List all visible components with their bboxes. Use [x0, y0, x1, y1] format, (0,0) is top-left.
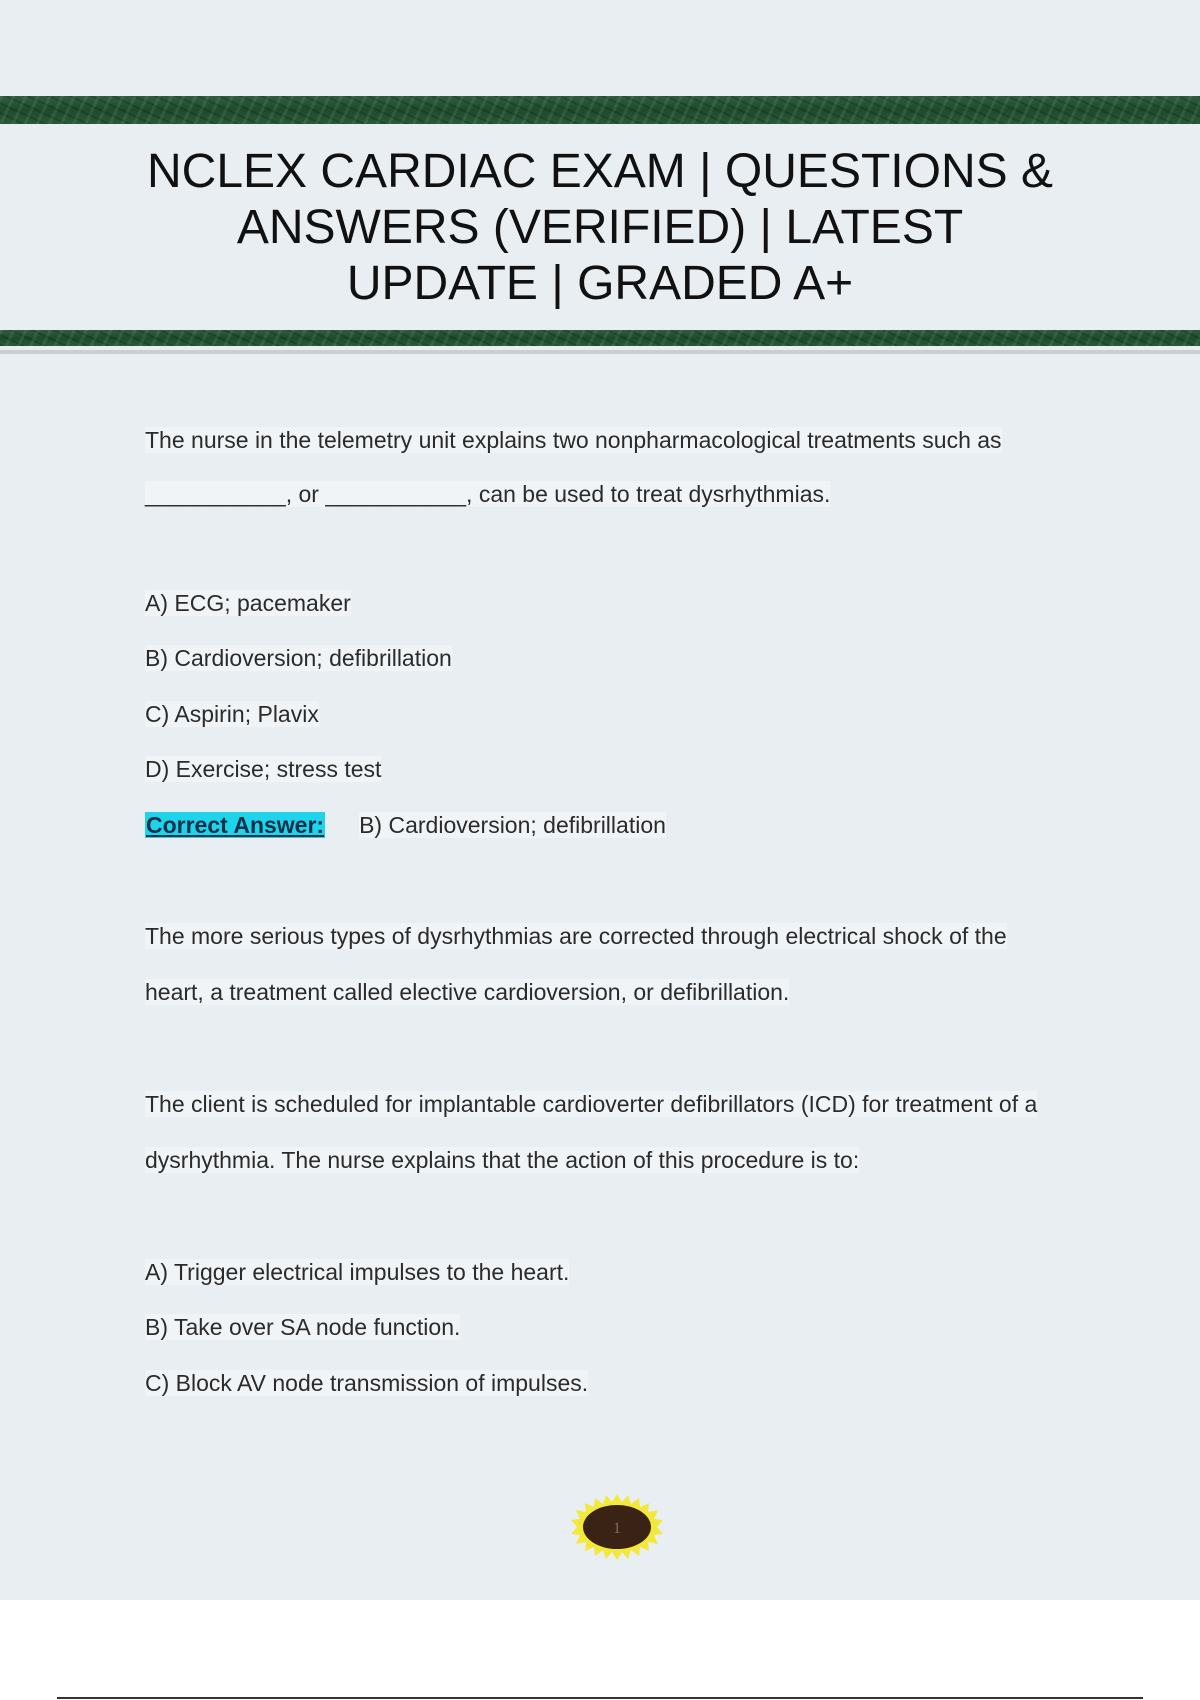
document-title: [60, 144, 1140, 312]
page-number-seal: [570, 1493, 664, 1561]
question-1-option-a: A) ECG; pacemaker: [145, 590, 351, 616]
question-1-stem-line-2: ___________, or ___________, can be used to treat dysrhythmias.: [145, 481, 831, 507]
title-line-2: ANSWERS (VERIFIED) | LATEST: [236, 201, 964, 254]
title-line-1: NCLEX CARDIAC EXAM | QUESTIONS &: [147, 145, 1053, 198]
question-2-option-c: C) Block AV node transmission of impulses.: [145, 1370, 589, 1396]
header-bottom-band: [0, 330, 1200, 346]
correct-answer-label: Correct Answer:: [146, 812, 325, 838]
question-1-stem-line-1: The nurse in the telemetry unit explains two nonpharmacological treatments such as: [145, 427, 1002, 453]
header-rule: [0, 350, 1200, 354]
question-2-option-a: A) Trigger electrical impulses to the heart.: [145, 1259, 570, 1285]
question-1-rationale-line-1: The more serious types of dysrhythmias are corrected through electrical shock of the: [145, 923, 1007, 949]
question-1-correct-answer: [145, 810, 666, 840]
title-line-3: UPDATE | GRADED A+: [346, 257, 854, 310]
question-2-stem-line-1: The client is scheduled for implantable cardioverter defibrillators (ICD) for treatment of a: [145, 1091, 1038, 1117]
question-2-option-b: B) Take over SA node function.: [145, 1314, 461, 1340]
question-1-rationale-line-2: heart, a treatment called elective cardioversion, or defibrillation.: [145, 979, 790, 1005]
question-1-option-d: D) Exercise; stress test: [145, 756, 382, 782]
footer-rule: [57, 1697, 1143, 1699]
question-2-stem-line-2: dysrhythmia. The nurse explains that the action of this procedure is to:: [145, 1147, 860, 1173]
question-1-option-b: B) Cardioversion; defibrillation: [145, 645, 452, 671]
header-top-band: [0, 96, 1200, 124]
page-number: 1: [613, 1520, 621, 1537]
correct-answer-value: B) Cardioversion; defibrillation: [359, 812, 666, 838]
question-1-option-c: C) Aspirin; Plavix: [145, 701, 319, 727]
